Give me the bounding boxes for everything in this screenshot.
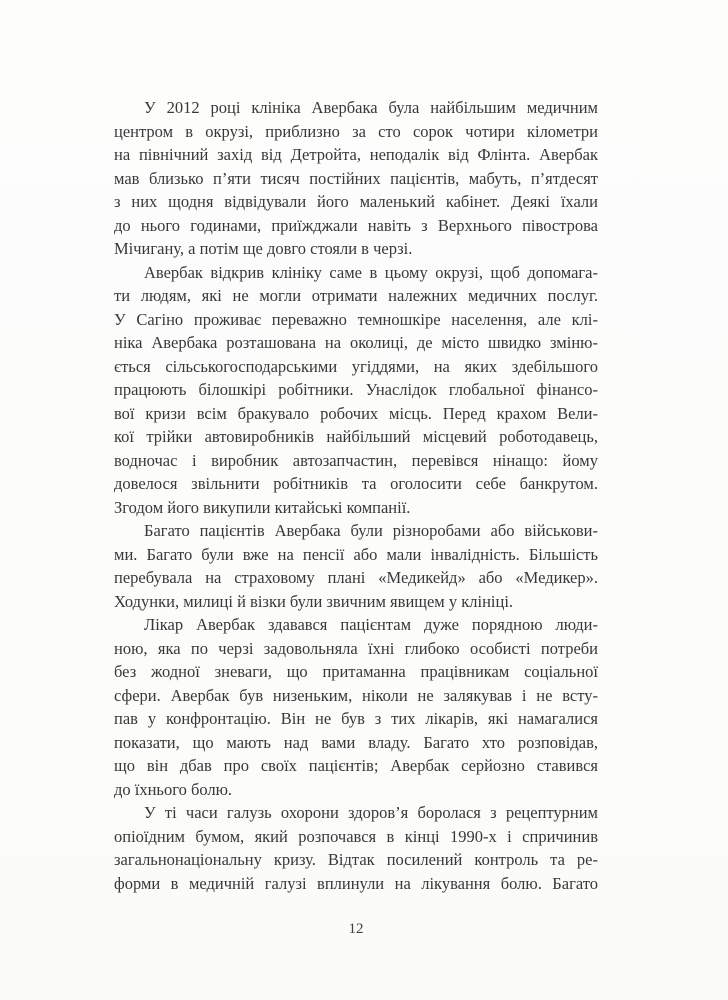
text-line: кої трійки автовиробників найбільший місцевий роботодавець,	[114, 427, 598, 446]
text-line: Авербак відкрив клініку саме в цьому окрузі, щоб допомага-	[144, 262, 598, 282]
text-line: опіоїдним бумом, який розпочався в кінці 1990-х і спричинив	[114, 826, 598, 846]
text-line: ми. Багато були вже на пенсії або мали інвалідність. Більшість	[114, 544, 598, 564]
paragraph	[114, 801, 598, 895]
text-line: центром в окрузі, приблизно за сто сорок чотири кілометри	[114, 121, 598, 141]
text-line: до їхнього болю.	[114, 779, 233, 799]
text-line: ною, яка по черзі задовольняла їхні глибоко особисті потреби	[114, 638, 598, 658]
paragraph	[114, 519, 598, 613]
text-line: без жодної зневаги, що притаманна працівникам соціальної	[114, 662, 598, 681]
paragraph	[114, 261, 598, 520]
text-line: сфери. Авербак був низеньким, ніколи не залякував і не всту-	[114, 685, 598, 705]
text-line: працюють білошкірі робітники. Унаслідок глобальної фінансо-	[114, 380, 598, 399]
text-line: мав близько п’яти тисяч постійних пацієнтів, мабуть, п’ятдесят	[114, 168, 598, 188]
text-line: довелося звільнити робітників та оголосити себе банкрутом.	[114, 474, 598, 493]
text-line: загальнонаціональну кризу. Відтак посилений контроль та ре-	[114, 850, 598, 869]
paragraph	[114, 613, 598, 801]
paragraph	[114, 96, 598, 261]
text-line: Ходунки, милиці й візки були звичним явищем у клініці.	[114, 591, 514, 611]
text-line: ти людям, які не могли отримати належних медичних послуг.	[114, 286, 598, 305]
text-line: пав у конфронтацію. Він не був з тих лікарів, які намагалися	[114, 709, 598, 728]
text-line: ється сільськогосподарськими угіддями, на яких здебільшого	[114, 356, 598, 376]
text-line: У ті часи галузь охорони здоров’я боролася з рецептурним	[144, 803, 598, 822]
text-line: ніка Авербака розташована на околиці, де місто швидко зміню-	[114, 333, 598, 352]
text-line: У 2012 році клініка Авербака була найбільшим медичним	[144, 98, 598, 117]
text-line: У Сагіно проживає переважно темношкіре населення, але клі-	[114, 309, 598, 329]
page-number: 12	[348, 921, 364, 937]
text-line: Згодом його викупили китайські компанії.	[114, 497, 411, 517]
text-line: вої кризи всім бракувало робочих місць. Перед крахом Вели-	[114, 403, 598, 423]
text-line: Мічигану, а потім ще довго стояли в черзі.	[114, 239, 413, 258]
text-block	[114, 96, 598, 895]
text-line: до нього годинами, приїжджали навіть з Верхнього півострова	[114, 215, 598, 235]
text-line: на північний захід від Детройта, неподалік від Флінта. Авербак	[114, 145, 598, 164]
text-line: що він дбав про своїх пацієнтів; Авербак серйозно ставився	[114, 756, 598, 775]
text-line: з них щодня відвідували його маленький кабінет. Деякі їхали	[114, 192, 598, 211]
text-line: Багато пацієнтів Авербака були різноробами або військови-	[144, 521, 598, 540]
text-line: форми в медичній галузі вплинули на лікування болю. Багато	[114, 873, 598, 893]
text-line: показати, що мають над вами владу. Багато хто розповідав,	[114, 732, 598, 752]
text-line: водночас і виробник автозапчастин, перевівся нінащо: йому	[114, 450, 598, 470]
text-line: перебувала на страховому плані «Медикейд» або «Медикер».	[114, 568, 598, 587]
text-line: Лікар Авербак здавався пацієнтам дуже порядною люди-	[144, 615, 598, 634]
